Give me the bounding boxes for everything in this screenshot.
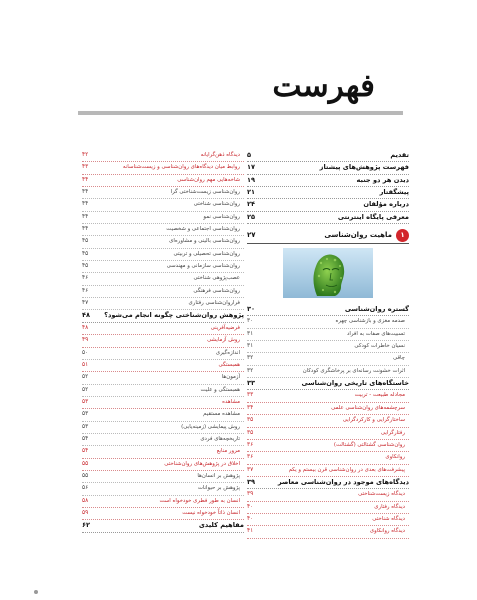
toc-entry[interactable] — [247, 353, 409, 365]
toc-entry-label: اثرات خشونت رسانه‌ای بر پرخاشگری کودکان — [302, 367, 405, 374]
toc-entry[interactable] — [82, 249, 244, 261]
toc-entry-page: ۴۰ — [247, 503, 254, 510]
toc-entry-page: ۴۵ — [82, 250, 89, 257]
toc-entry-label: دیدگاه شناختی — [372, 515, 405, 522]
title-rule — [78, 111, 403, 115]
toc-entry-label: تسبیت‌های صفات به افراد — [346, 330, 405, 337]
toc-entry-label: اندازه‌گیری — [215, 349, 240, 356]
toc-entry-label: مشاهده مستقیم — [203, 411, 240, 418]
toc-entry-label: دیدگاه رفتاری — [374, 503, 405, 510]
toc-entry-label: رفتارگرایی — [380, 429, 405, 436]
toc-entry-label: دیدگاه‌های موجود در روان‌شناسی معاصر — [277, 477, 409, 486]
toc-entry[interactable] — [247, 329, 409, 341]
toc-entry[interactable] — [247, 477, 409, 489]
toc-entry-label: روان‌شناسی سازمانی و مهندسی — [166, 263, 240, 270]
toc-entry[interactable] — [247, 489, 409, 501]
toc-entry[interactable] — [82, 496, 244, 508]
toc-entry-label: اخلاق در پژوهش‌های روان‌شناختی — [164, 460, 240, 467]
toc-entry[interactable] — [247, 341, 409, 353]
toc-entry-page: ۵۱ — [82, 361, 89, 368]
toc-entry-label: خاستگاه‌های تاریخی روان‌شناسی — [301, 379, 409, 388]
toc-entry[interactable] — [247, 390, 409, 402]
toc-entry[interactable] — [247, 514, 409, 526]
toc-entry-label: روش آزمایشی — [207, 337, 240, 344]
toc-entry-label: روان‌شناسی شناختی — [193, 201, 240, 208]
toc-entry[interactable] — [82, 310, 244, 322]
toc-entry-page: ۵۴ — [82, 435, 89, 442]
toc-entry-page: ۵۴ — [82, 448, 89, 455]
toc-entry-page: ۲۱ — [247, 188, 256, 197]
toc-entry-page: ۴۴ — [82, 213, 89, 220]
toc-entry[interactable] — [247, 162, 409, 174]
toc-entry-label: انسان به طور فطری خودخواه است — [159, 497, 240, 504]
toc-entry-page: ۲۴ — [247, 200, 256, 209]
toc-entry[interactable] — [82, 323, 244, 335]
toc-entry[interactable] — [82, 459, 244, 471]
toc-entry-page: ۵۲ — [82, 386, 89, 393]
toc-entry-page: ۳۶ — [247, 441, 254, 448]
toc-entry-page: ۴۴ — [82, 189, 89, 196]
toc-entry-label: روانکاوی — [385, 454, 405, 461]
toc-entry-page: ۵۸ — [82, 497, 89, 504]
toc-entry[interactable] — [82, 520, 244, 532]
toc-entry[interactable] — [247, 526, 409, 538]
toc-entry[interactable] — [247, 175, 409, 187]
toc-entry[interactable] — [247, 415, 409, 427]
toc-entry[interactable] — [247, 378, 409, 390]
toc-entry-page: ۶۲ — [82, 521, 91, 530]
toc-entry[interactable] — [82, 150, 244, 162]
toc-entry-label: روان‌شناسی گشتالتی (گشتالت) — [333, 441, 405, 448]
toc-left-column — [82, 150, 244, 533]
toc-entry-label: روان‌شناسی فرهنگی — [193, 287, 240, 294]
toc-entry-label: روان‌شناسی تحصیلی و تربیتی — [173, 250, 240, 257]
toc-entry-page: ۳۳ — [247, 392, 254, 399]
toc-entry-label: چاقی — [392, 355, 405, 362]
toc-entry[interactable] — [82, 360, 244, 372]
toc-entry[interactable] — [247, 428, 409, 440]
toc-entry-label: سرچشمه‌های روان‌شناسی علمی — [331, 404, 405, 411]
toc-entry[interactable] — [82, 409, 244, 421]
toc-entry-page: ۴۹ — [82, 337, 89, 344]
toc-entry[interactable] — [82, 298, 244, 310]
toc-entry-page: ۳۷ — [247, 466, 254, 473]
toc-entry-label: پژوهش روان‌شناختی چگونه انجام می‌شود؟ — [104, 311, 244, 320]
toc-entry[interactable] — [247, 316, 409, 328]
toc-entry-page: ۵۶ — [82, 485, 89, 492]
toc-entry[interactable] — [82, 434, 244, 446]
toc-entry-page: ۳۰ — [247, 318, 254, 325]
toc-entry-page: ۳۴ — [247, 404, 254, 411]
toc-entry[interactable] — [247, 403, 409, 415]
toc-entry-label: روان‌شناسی بالینی و مشاوره‌ای — [169, 238, 240, 245]
toc-right-entries — [247, 304, 409, 539]
toc-entry-page: ۴۵ — [82, 238, 89, 245]
chapter-number-badge: ۱ — [396, 229, 409, 242]
chapter-title: ماهیت روان‌شناسی — [324, 231, 392, 240]
toc-entry-page: ۴۱ — [247, 528, 254, 535]
corner-mark — [34, 590, 38, 594]
toc-entry[interactable] — [82, 273, 244, 285]
toc-entry-label: شاخه‌هایی مهم روان‌شناسی — [177, 176, 240, 183]
toc-entry[interactable] — [247, 199, 409, 211]
toc-entry-page: ۳۱ — [247, 343, 254, 350]
toc-left-entries — [82, 150, 244, 533]
toc-entry-page: ۳۲ — [247, 367, 254, 374]
toc-entry-page: ۴۴ — [82, 226, 89, 233]
toc-entry-page: ۴۳ — [82, 164, 89, 171]
toc-entry[interactable] — [247, 304, 409, 316]
toc-entry-page: ۲۵ — [247, 212, 256, 221]
toc-entry[interactable] — [82, 446, 244, 458]
toc-entry-label: معرفی پایگاه اینترنتی — [337, 212, 409, 221]
toc-entry[interactable] — [247, 465, 409, 477]
toc-entry-page: ۵۵ — [82, 472, 89, 479]
toc-entry-page: ۴۷ — [82, 300, 89, 307]
toc-entry-page: ۳۹ — [247, 477, 256, 486]
toc-entry-page: ۳۰ — [247, 305, 256, 314]
toc-entry-page: ۵۳ — [82, 398, 89, 405]
toc-entry-label: روش پیمایشی (زمینه‌یابی) — [181, 423, 240, 430]
toc-entry-label: تقدیم — [390, 151, 409, 159]
toc-entry-page: ۳۶ — [247, 454, 254, 461]
toc-entry-page: ۵۹ — [82, 509, 89, 516]
toc-entry[interactable] — [82, 236, 244, 248]
toc-entry[interactable] — [82, 335, 244, 347]
toc-entry[interactable] — [82, 261, 244, 273]
toc-entry[interactable] — [82, 224, 244, 236]
toc-entry-label: ساختارگرایی و کارکردگرایی — [342, 417, 405, 424]
toc-entry-page: ۴۰ — [247, 515, 254, 522]
toc-entry-label: روان‌شناسی زیست‌شناختی گرا — [170, 189, 240, 196]
toc-entry-page: ۳۱ — [247, 330, 254, 337]
toc-entry[interactable] — [82, 397, 244, 409]
toc-entry[interactable] — [82, 175, 244, 187]
toc-entry-label: همبستگی — [218, 361, 240, 368]
toc-entry[interactable] — [82, 162, 244, 174]
toc-entry[interactable] — [82, 187, 244, 199]
toc-entry-page: ۱۷ — [247, 163, 256, 172]
toc-entry[interactable] — [82, 212, 244, 224]
toc-entry-label: دیدگاه ذهن‌گرایانه — [200, 152, 240, 158]
toc-entry[interactable] — [247, 150, 409, 162]
toc-entry-page: ۳۲ — [247, 355, 254, 362]
toc-entry-label: دیدن هر دو جنبه — [356, 175, 409, 184]
chapter-heading[interactable] — [247, 227, 409, 244]
toc-entry-label: مشاهده — [222, 398, 240, 405]
toc-entry-page: ۵۳ — [82, 423, 89, 430]
toc-entry-label: پیشگفتار — [379, 188, 409, 197]
toc-entry-page: ۵۲ — [82, 374, 89, 381]
toc-entry-page: ۴۸ — [82, 311, 91, 320]
toc-entry-label: روابط میان دیدگاه‌های روان‌شناسی و زیست‌شناسانه — [122, 164, 240, 171]
toc-entry-page: ۵۳ — [82, 411, 89, 418]
toc-entry-label: همبستگی و علیت — [200, 386, 240, 393]
toc-entry-page: ۴۶ — [82, 287, 89, 294]
toc-entry[interactable] — [82, 348, 244, 360]
toc-entry-label: روان‌شناسی اجتماعی و شخصیت — [166, 226, 240, 233]
chapter-page: ۲۷ — [247, 231, 256, 240]
toc-entry-label: پیشرفت‌های بعدی در روان‌شناسی قرن بیستم و یکم — [288, 466, 405, 473]
toc-entry-page: ۴۴ — [82, 176, 89, 183]
toc-entry-page: ۴۵ — [82, 263, 89, 270]
front-matter-list — [247, 150, 409, 224]
toc-entry-label: فهرست پژوهش‌های پیشتاز — [319, 163, 409, 172]
toc-entry-label: درباره مؤلفان — [363, 200, 409, 209]
toc-entry-label: دیدگاه زیست‌شناختی — [358, 491, 405, 498]
toc-entry-page: ۳۳ — [247, 379, 256, 388]
toc-entry[interactable] — [247, 366, 409, 378]
toc-entry-label: فرضیه‌آفرینی — [210, 324, 240, 331]
toc-entry[interactable] — [247, 440, 409, 452]
toc-entry[interactable] — [247, 452, 409, 464]
toc-entry-label: مجادله طبیعت - تربیت — [354, 392, 405, 399]
toc-entry-label: مرور منابع — [216, 448, 240, 455]
toc-entry[interactable] — [247, 502, 409, 514]
green-leaf-head-icon — [283, 248, 373, 298]
toc-entry[interactable] — [247, 187, 409, 199]
toc-entry-label: صدمه مغزی و بازشناسی چهره — [335, 318, 405, 325]
toc-entry-label: تاریخچه‌های فردی — [200, 435, 240, 442]
toc-entry-page: ۴۶ — [82, 275, 89, 282]
toc-entry-label: عصب‌پژوهی شناختی — [193, 275, 240, 282]
toc-entry-page: ۵۰ — [82, 349, 89, 356]
toc-entry[interactable] — [82, 422, 244, 434]
toc-entry-page: ۴۲ — [82, 152, 89, 158]
toc-entry-page: ۵ — [247, 151, 252, 159]
toc-entry-page: ۴۴ — [82, 201, 89, 208]
toc-entry-page: ۱۹ — [247, 175, 256, 184]
toc-entry[interactable] — [82, 286, 244, 298]
toc-entry[interactable] — [247, 212, 409, 224]
toc-entry-label: آزمون‌ها — [221, 374, 240, 381]
toc-entry-label: انسان ذاتاً خودخواه نیست — [182, 509, 240, 516]
toc-entry-page: ۳۹ — [247, 491, 254, 498]
toc-entry-page: ۵۵ — [82, 460, 89, 467]
toc-entry-label: نسیان خاطرات کودکی — [354, 343, 405, 350]
toc-entry-label: پژوهش بر حیوانات — [197, 485, 240, 492]
toc-entry-label: روان‌شناسی نمو — [203, 213, 240, 220]
toc-entry[interactable] — [82, 508, 244, 520]
toc-entry-label: پژوهش بر انسان‌ها — [197, 472, 240, 479]
toc-right-column — [247, 150, 409, 539]
toc-entry[interactable] — [82, 372, 244, 384]
toc-entry[interactable] — [82, 483, 244, 495]
toc-entry[interactable] — [82, 385, 244, 397]
toc-entry-page: ۳۵ — [247, 429, 254, 436]
toc-entry-label: فراروان‌شناسی رفتاری — [188, 300, 240, 307]
toc-entry-page: ۳۵ — [247, 417, 254, 424]
toc-entry-label: مفاهیم کلیدی — [198, 521, 244, 530]
page-title: فهرست — [272, 68, 375, 104]
toc-entry-label: دیدگاه روانکاوی — [369, 528, 405, 535]
toc-entry[interactable] — [82, 199, 244, 211]
toc-entry[interactable] — [82, 471, 244, 483]
toc-entry-label: گستره روان‌شناسی — [344, 305, 409, 314]
toc-entry-page: ۴۸ — [82, 324, 89, 331]
